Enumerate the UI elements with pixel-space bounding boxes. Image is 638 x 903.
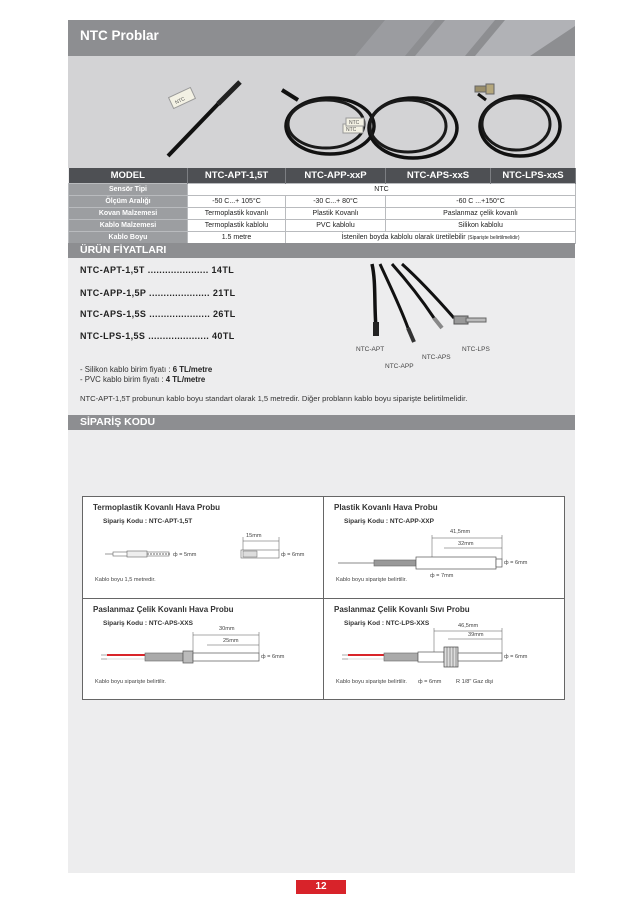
order-code: Sipariş Kodu : NTC-APT-1,5T — [103, 518, 193, 525]
svg-text:NTC: NTC — [349, 120, 360, 126]
svg-text:NTC: NTC — [174, 96, 187, 106]
probes-illustration — [350, 262, 510, 344]
unit-price-pvc: - PVC kablo birim fiyatı : 4 TL/metre — [80, 375, 206, 384]
section-header-order-code — [68, 415, 575, 430]
table-row — [69, 220, 576, 232]
table-cell: Termoplastik kablolu — [188, 220, 286, 232]
dimension-label: 25mm — [223, 638, 239, 644]
probe-label-aps: NTC-APS — [422, 354, 451, 361]
column-header: NTC-LPS-xxS — [491, 168, 576, 184]
diagram-footer: Kablo boyu 1,5 metredir. — [95, 577, 156, 583]
diagram-title: Plastik Kovanlı Hava Probu — [334, 503, 438, 512]
dimension-label: ф = 5mm — [173, 552, 197, 558]
diagram-footer: Kablo boyu siparişte belirtilir. — [336, 679, 407, 685]
probe-label-lps: NTC-LPS — [462, 346, 490, 353]
svg-text:NTC: NTC — [346, 127, 357, 133]
order-code: Sipariş Kodu : NTC-APS-XXS — [103, 620, 193, 627]
dimension-label: R 1/8" Gaz dişi — [456, 679, 494, 685]
dimension-label: 15mm — [246, 533, 262, 539]
price-value: 14TL — [211, 265, 235, 275]
diagram-footer: Kablo boyu siparişte belirtilir. — [336, 577, 407, 583]
order-code: Sipariş Kod : NTC-LPS-XXS — [344, 620, 430, 627]
diagram-title: Paslanmaz Çelik Kovanlı Sıvı Probu — [334, 605, 470, 614]
spec-table — [68, 168, 576, 244]
row-header: Sensör Tipi — [69, 184, 188, 196]
dimension-label: 46,5mm — [458, 623, 479, 629]
diagram-lps — [324, 599, 564, 700]
table-cell: Termoplastik kovanlı — [188, 208, 286, 220]
table-cell: -60 C ...+150°C — [386, 196, 576, 208]
dimension-label: ф = 7mm — [430, 573, 454, 579]
column-header: MODEL — [69, 168, 188, 184]
order-diagrams — [82, 496, 565, 700]
header-bar — [68, 20, 575, 56]
table-cell: Silikon kablolu — [386, 220, 576, 232]
section-header-prices — [68, 243, 575, 258]
price-value: 26TL — [213, 309, 236, 319]
section-title: ÜRÜN FİYATLARI — [80, 244, 167, 256]
diagram-footer: Kablo boyu siparişte belirtilir. — [95, 679, 166, 685]
remark-text: NTC-APT-1,5T probunun kablo boyu standart olarak 1,5 metredir. Diğer probların kablo boyu siparişte belirtilmelidir. — [80, 394, 468, 403]
probe-label-app: NTC-APP — [385, 363, 414, 370]
page-title: NTC Problar — [80, 28, 159, 43]
table-cell: NTC — [188, 184, 576, 196]
cable-length-note: (Siparişte belirtilmelidir) — [467, 235, 520, 241]
dimension-label: ф = 6mm — [261, 654, 285, 660]
table-row — [69, 184, 576, 196]
diagram-apt — [83, 497, 323, 598]
dimension-label: ф = 6mm — [281, 552, 305, 558]
table-row — [69, 196, 576, 208]
cable-length-text: İstenilen boyda kablolu olarak üretilebilir — [341, 234, 466, 241]
diagram-title: Paslanmaz Çelik Kovanlı Hava Probu — [93, 605, 234, 614]
price-line: NTC-APS-1,5S ..................... 26TL — [80, 309, 236, 319]
page-number: 12 — [296, 880, 346, 894]
diagram-app — [324, 497, 564, 598]
product-photo — [68, 56, 575, 168]
row-header: Ölçüm Aralığı — [69, 196, 188, 208]
order-code: Sipariş Kodu : NTC-APP-XXP — [344, 518, 434, 525]
unit-price-silicon: - Silikon kablo birim fiyatı : 6 TL/metre — [80, 365, 213, 374]
spec-table-header — [69, 168, 576, 184]
price-line: NTC-LPS-1,5S ..................... 40TL — [80, 331, 235, 341]
table-cell: -50 C...+ 105°C — [188, 196, 286, 208]
table-cell: Paslanmaz çelik kovanlı — [386, 208, 576, 220]
dimension-label: ф = 6mm — [504, 560, 528, 566]
column-header: NTC-APP-xxP — [286, 168, 386, 184]
column-header: NTC-APT-1,5T — [188, 168, 286, 184]
table-cell: 1.5 metre — [188, 232, 286, 244]
dimension-label: 30mm — [219, 626, 235, 632]
table-row — [69, 208, 576, 220]
dimension-label: ф = 6mm — [504, 654, 528, 660]
diagram-title: Termoplastik Kovanlı Hava Probu — [93, 503, 220, 512]
section-title: SİPARİŞ KODU — [80, 416, 156, 428]
table-row — [69, 232, 576, 244]
table-cell: Plastik Kovanlı — [286, 208, 386, 220]
table-cell: -30 C...+ 80°C — [286, 196, 386, 208]
price-line: NTC-APP-1,5P ..................... 21TL — [80, 288, 236, 298]
diagram-aps — [83, 599, 323, 700]
price-value: 40TL — [212, 331, 235, 341]
row-header: Kablo Malzemesi — [69, 220, 188, 232]
dimension-label: 39mm — [468, 632, 484, 638]
column-header: NTC-APS-xxS — [386, 168, 491, 184]
table-cell: PVC kablolu — [286, 220, 386, 232]
row-header: Kablo Boyu — [69, 232, 188, 244]
dimension-label: ф = 6mm — [418, 679, 442, 685]
header-stripes-decoration — [345, 20, 575, 56]
price-line: NTC-APT-1,5T ..................... 14TL — [80, 265, 235, 275]
price-value: 21TL — [212, 288, 236, 298]
probe-label-apt: NTC-APT — [356, 346, 385, 353]
table-cell — [286, 232, 576, 244]
dimension-label: 32mm — [458, 541, 474, 547]
row-header: Kovan Malzemesi — [69, 208, 188, 220]
dimension-label: 41,5mm — [450, 529, 471, 535]
